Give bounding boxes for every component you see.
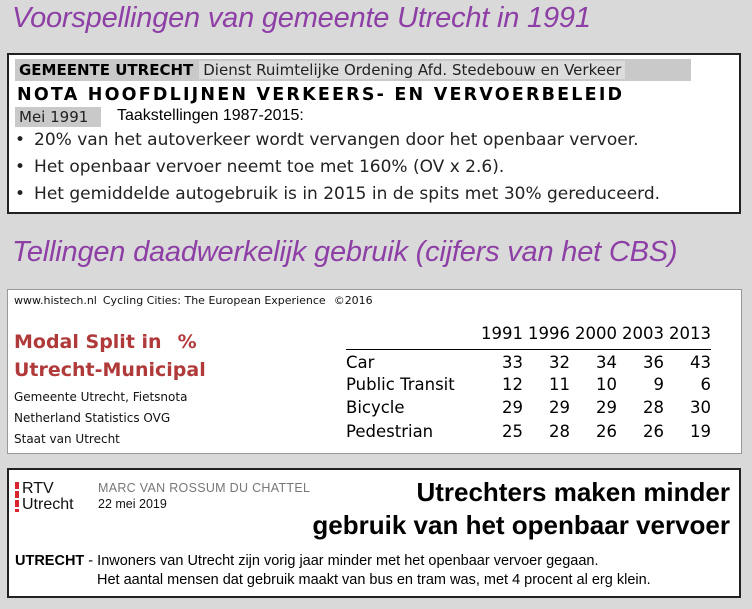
headline-line2: gebruik van het openbaar vervoer xyxy=(312,510,730,540)
year-header: 2000 xyxy=(575,324,617,344)
mode-label: Car xyxy=(346,349,476,373)
table-cell: 34 xyxy=(570,349,617,373)
source-site: www.histech.nl xyxy=(14,294,97,307)
department-name: Dienst Ruimtelijke Ordening Afd. Stedebouw en Verkeer xyxy=(199,61,625,79)
table-row xyxy=(346,373,711,397)
article-author: MARC VAN ROSSUM DU CHATTEL xyxy=(98,481,311,495)
nota-1991-panel xyxy=(7,53,741,214)
table-header-row xyxy=(346,319,711,349)
table-cell: 43 xyxy=(664,349,711,373)
table-row xyxy=(346,420,711,444)
modal-split-panel xyxy=(7,289,742,454)
source-copyright: ©2016 xyxy=(333,294,373,307)
table-cell: 29 xyxy=(596,398,617,418)
table-cell: 28 xyxy=(643,398,664,418)
headline-line1: Utrechters maken minder xyxy=(416,477,730,507)
table-cell: 9 xyxy=(653,374,664,394)
mode-label: Bicycle xyxy=(346,398,405,418)
data-source-item: Netherland Statistics OVG xyxy=(14,411,171,425)
heading-actual-counts: Tellingen daadwerkelijk gebruik (cijfers van het CBS) xyxy=(12,236,678,268)
table-cell: 29 xyxy=(502,398,523,418)
logo-stripe-icon xyxy=(15,482,19,512)
article-headline xyxy=(312,476,730,542)
mode-label: Pedestrian xyxy=(346,421,434,441)
table-cell: 11 xyxy=(549,374,570,394)
table-row xyxy=(346,396,711,420)
year-header: 2003 xyxy=(622,324,664,344)
modal-split-title-line1: Modal Split in xyxy=(14,331,162,353)
table-cell: 28 xyxy=(549,421,570,441)
table-row xyxy=(346,349,711,373)
article-body xyxy=(15,552,651,590)
article-dateline: UTRECHT xyxy=(15,553,85,569)
article-date: 22 mei 2019 xyxy=(98,497,167,511)
table-cell: 36 xyxy=(617,349,664,373)
municipality-line xyxy=(15,59,691,81)
nota-title: NOTA HOOFDLIJNEN VERKEERS- EN VERVOERBELEID xyxy=(17,85,625,105)
table-cell: 32 xyxy=(523,349,570,373)
year-header: 1996 xyxy=(528,324,570,344)
article-body-line2: Het aantal mensen dat gebruik maakt van bus en tram was, met 4 procent al erg klein. xyxy=(97,572,651,588)
table-cell: 25 xyxy=(502,421,523,441)
table-cell: 10 xyxy=(596,374,617,394)
data-sources-list xyxy=(14,387,187,450)
table-cell: 33 xyxy=(476,349,523,373)
goal-item: • Het openbaar vervoer neemt toe met 160% (OV x 2.6). xyxy=(15,154,660,181)
news-article-panel xyxy=(7,468,741,598)
article-body-line1: - Inwoners van Utrecht zijn vorig jaar minder met het openbaar vervoer gegaan. xyxy=(84,553,599,569)
logo-text-line1: RTV xyxy=(22,480,54,497)
modal-split-table xyxy=(346,319,711,443)
table-header-corner xyxy=(346,319,476,349)
nota-date: Mei 1991 xyxy=(15,107,101,127)
modal-split-unit: % xyxy=(177,331,197,353)
goal-item: • 20% van het autoverkeer wordt vervangen door het openbaar vervoer. xyxy=(15,127,660,154)
municipality-name: GEMEENTE UTRECHT xyxy=(19,61,194,79)
mode-label: Public Transit xyxy=(346,374,455,394)
data-source-item: Gemeente Utrecht, Fietsnota xyxy=(14,390,188,404)
table-cell: 6 xyxy=(700,374,711,394)
table-cell: 26 xyxy=(596,421,617,441)
goal-item: • Het gemiddelde autogebruik is in 2015 in de spits met 30% gereduceerd. xyxy=(15,181,660,208)
goals-list xyxy=(15,127,660,208)
table-cell: 19 xyxy=(690,421,711,441)
table-cell: 26 xyxy=(643,421,664,441)
rtv-utrecht-logo xyxy=(15,480,81,516)
logo-text-line2: Utrecht xyxy=(22,496,74,513)
source-title: Cycling Cities: The European Experience xyxy=(102,294,326,307)
modal-split-title-line2: Utrecht-Municipal xyxy=(14,359,206,381)
year-header: 1991 xyxy=(481,324,523,344)
modal-split-title xyxy=(14,328,206,384)
year-header: 2013 xyxy=(669,324,711,344)
data-source-item: Staat van Utrecht xyxy=(14,432,120,446)
source-line xyxy=(14,294,373,307)
table-cell: 30 xyxy=(690,398,711,418)
goals-label: Taakstellingen 1987-2015: xyxy=(117,107,304,124)
table-cell: 29 xyxy=(549,398,570,418)
heading-predictions: Voorspellingen van gemeente Utrecht in 1991 xyxy=(12,2,591,34)
table-cell: 12 xyxy=(502,374,523,394)
